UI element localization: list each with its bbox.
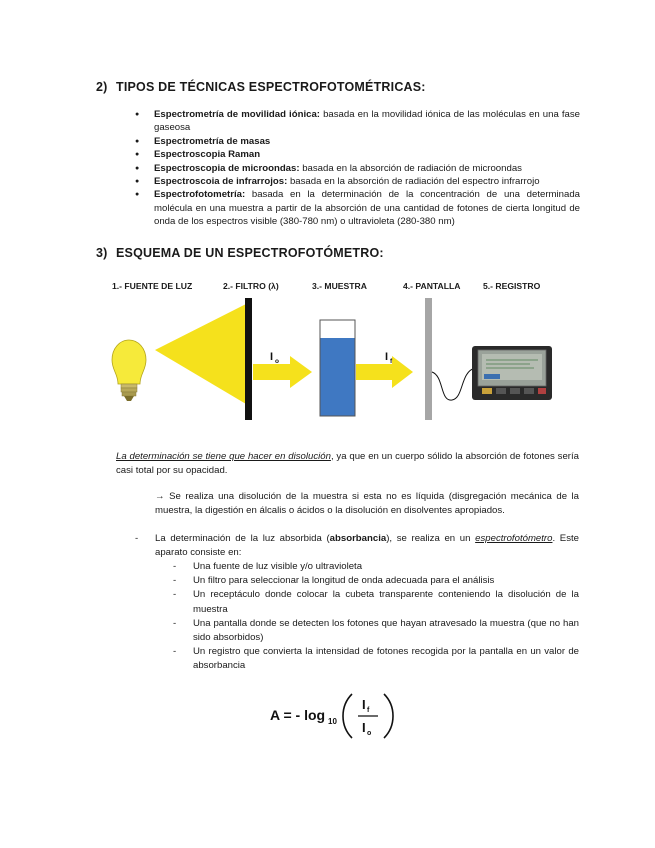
paragraph-text: , ya que en un cuerpo sólido la absorción de fotones sería casi total por su opacidad. [116, 451, 580, 477]
incident-subscript: o [275, 358, 279, 365]
absorbance-formula [268, 690, 408, 742]
formula-log-base: 10 [328, 717, 337, 726]
term: Espectrometría de movilidad iónica: [154, 109, 320, 120]
list-item [135, 162, 580, 175]
recorder-device-icon [472, 346, 552, 400]
list-item [135, 108, 580, 135]
techniques-list [135, 108, 580, 229]
dash-marker: - [173, 561, 177, 572]
left-parenthesis [343, 694, 352, 738]
list-item [135, 188, 580, 228]
light-bulb-icon [112, 340, 146, 401]
dash-marker: - [173, 617, 177, 629]
term: Espectroscopia de microondas: [154, 162, 300, 174]
screen-bar [425, 298, 432, 420]
light-beam-cone [155, 304, 246, 404]
dash-marker: - [173, 575, 177, 587]
underlined-phrase: La determinación se tiene que hacer en disolución [116, 451, 331, 462]
item-text: Una fuente de luz visible y/o ultravioleta [193, 561, 363, 572]
dash-marker: - [173, 589, 177, 601]
spectrophotometer-diagram [0, 276, 655, 436]
list-item [173, 560, 579, 574]
list-item [173, 645, 579, 673]
term-description: basada en la determinación de la concentración de una determinada molécula en una muestra a partir de la absorción de una cantidad de fotones de cierta longitud de onda de los espectros visible (380-780 nm) o ultravioleta (280-380 nm) [154, 189, 580, 228]
section-2-heading [96, 80, 426, 94]
label-light-source: 1.- FUENTE DE LUZ [112, 281, 193, 291]
term: Espectrometría de masas [154, 135, 271, 147]
label-filter: 2.- FILTRO (λ) [223, 281, 279, 291]
numerator: I [362, 697, 366, 712]
label-record: 5.- REGISTRO [483, 281, 541, 291]
formula-lhs: A = - log [270, 707, 326, 723]
item-text: Un filtro para seleccionar la longitud de onda adecuada para el análisis [193, 575, 495, 587]
transmitted-label: I [385, 351, 389, 363]
paragraph-absorbance [135, 532, 579, 560]
italic-term: espectrofotómetro [475, 533, 553, 544]
section-3-heading [96, 246, 384, 260]
paragraph-text: La determinación de la luz absorbida ( [155, 533, 330, 544]
item-text: Un receptáculo donde colocar la cubeta transparente conteniendo la disolución de la muestra [193, 589, 579, 615]
term-description: basada en la absorción de radiación del espectro infrarrojo [287, 176, 540, 188]
incident-beam-arrow [253, 356, 312, 388]
label-screen: 4.- PANTALLA [403, 281, 461, 291]
section-2-number: 2) [96, 80, 108, 94]
dash-marker: - [173, 646, 177, 658]
denominator: I [362, 720, 366, 735]
paragraph-text: . Este aparato consiste en: [155, 533, 579, 559]
section-2-title: TIPOS DE TÉCNICAS ESPECTROFOTOMÉTRICAS: [116, 80, 426, 94]
list-item [135, 148, 580, 161]
term-description: basada en la movilidad iónica de las moléculas en una fase gaseosa [154, 109, 580, 134]
list-item [173, 588, 579, 616]
list-item [135, 135, 580, 148]
list-item [135, 175, 580, 188]
paragraph-dissolution [116, 450, 579, 478]
list-item [173, 574, 579, 588]
right-parenthesis [384, 694, 393, 738]
section-3-number: 3) [96, 246, 108, 260]
bold-term: absorbancia [329, 533, 387, 544]
term: Espectroscoia de infrarrojos: [154, 176, 288, 188]
list-item [173, 617, 579, 645]
term: Espectrofotometría: [154, 189, 246, 201]
dash-marker: - [135, 533, 139, 544]
paragraph-preparation: → Se realiza una disolución de la muestra si esta no es líquida (disgregación mecánica de la muestra, la digestión en álcalis o ácidos o la disolución en disolventes apropiados. [155, 491, 579, 517]
cable [432, 368, 475, 400]
item-text: Un registro que convierta la intensidad de fotones recogida por la pantalla en un valor de absorbancia [193, 646, 579, 672]
diagram-drawing [0, 276, 655, 436]
paragraph-text: ), se realiza en un [386, 533, 476, 544]
term-description: basada en la absorción de radiación de microondas [299, 162, 522, 174]
components-list [173, 560, 579, 674]
filter-bar [245, 298, 252, 420]
label-sample: 3.- MUESTRA [312, 281, 367, 291]
incident-label: I [270, 351, 274, 363]
numerator-subscript: f [367, 707, 370, 714]
transmitted-subscript: f [390, 358, 393, 365]
term: Espectroscopia Raman [154, 149, 261, 161]
sample-solution [321, 338, 355, 416]
item-text: Una pantalla donde se detecten los fotones que hayan atravesado la muestra (que no han sido absorbidos) [193, 617, 579, 644]
denominator-subscript: o [367, 730, 372, 737]
section-3-title: ESQUEMA DE UN ESPECTROFOTÓMETRO: [116, 246, 384, 260]
